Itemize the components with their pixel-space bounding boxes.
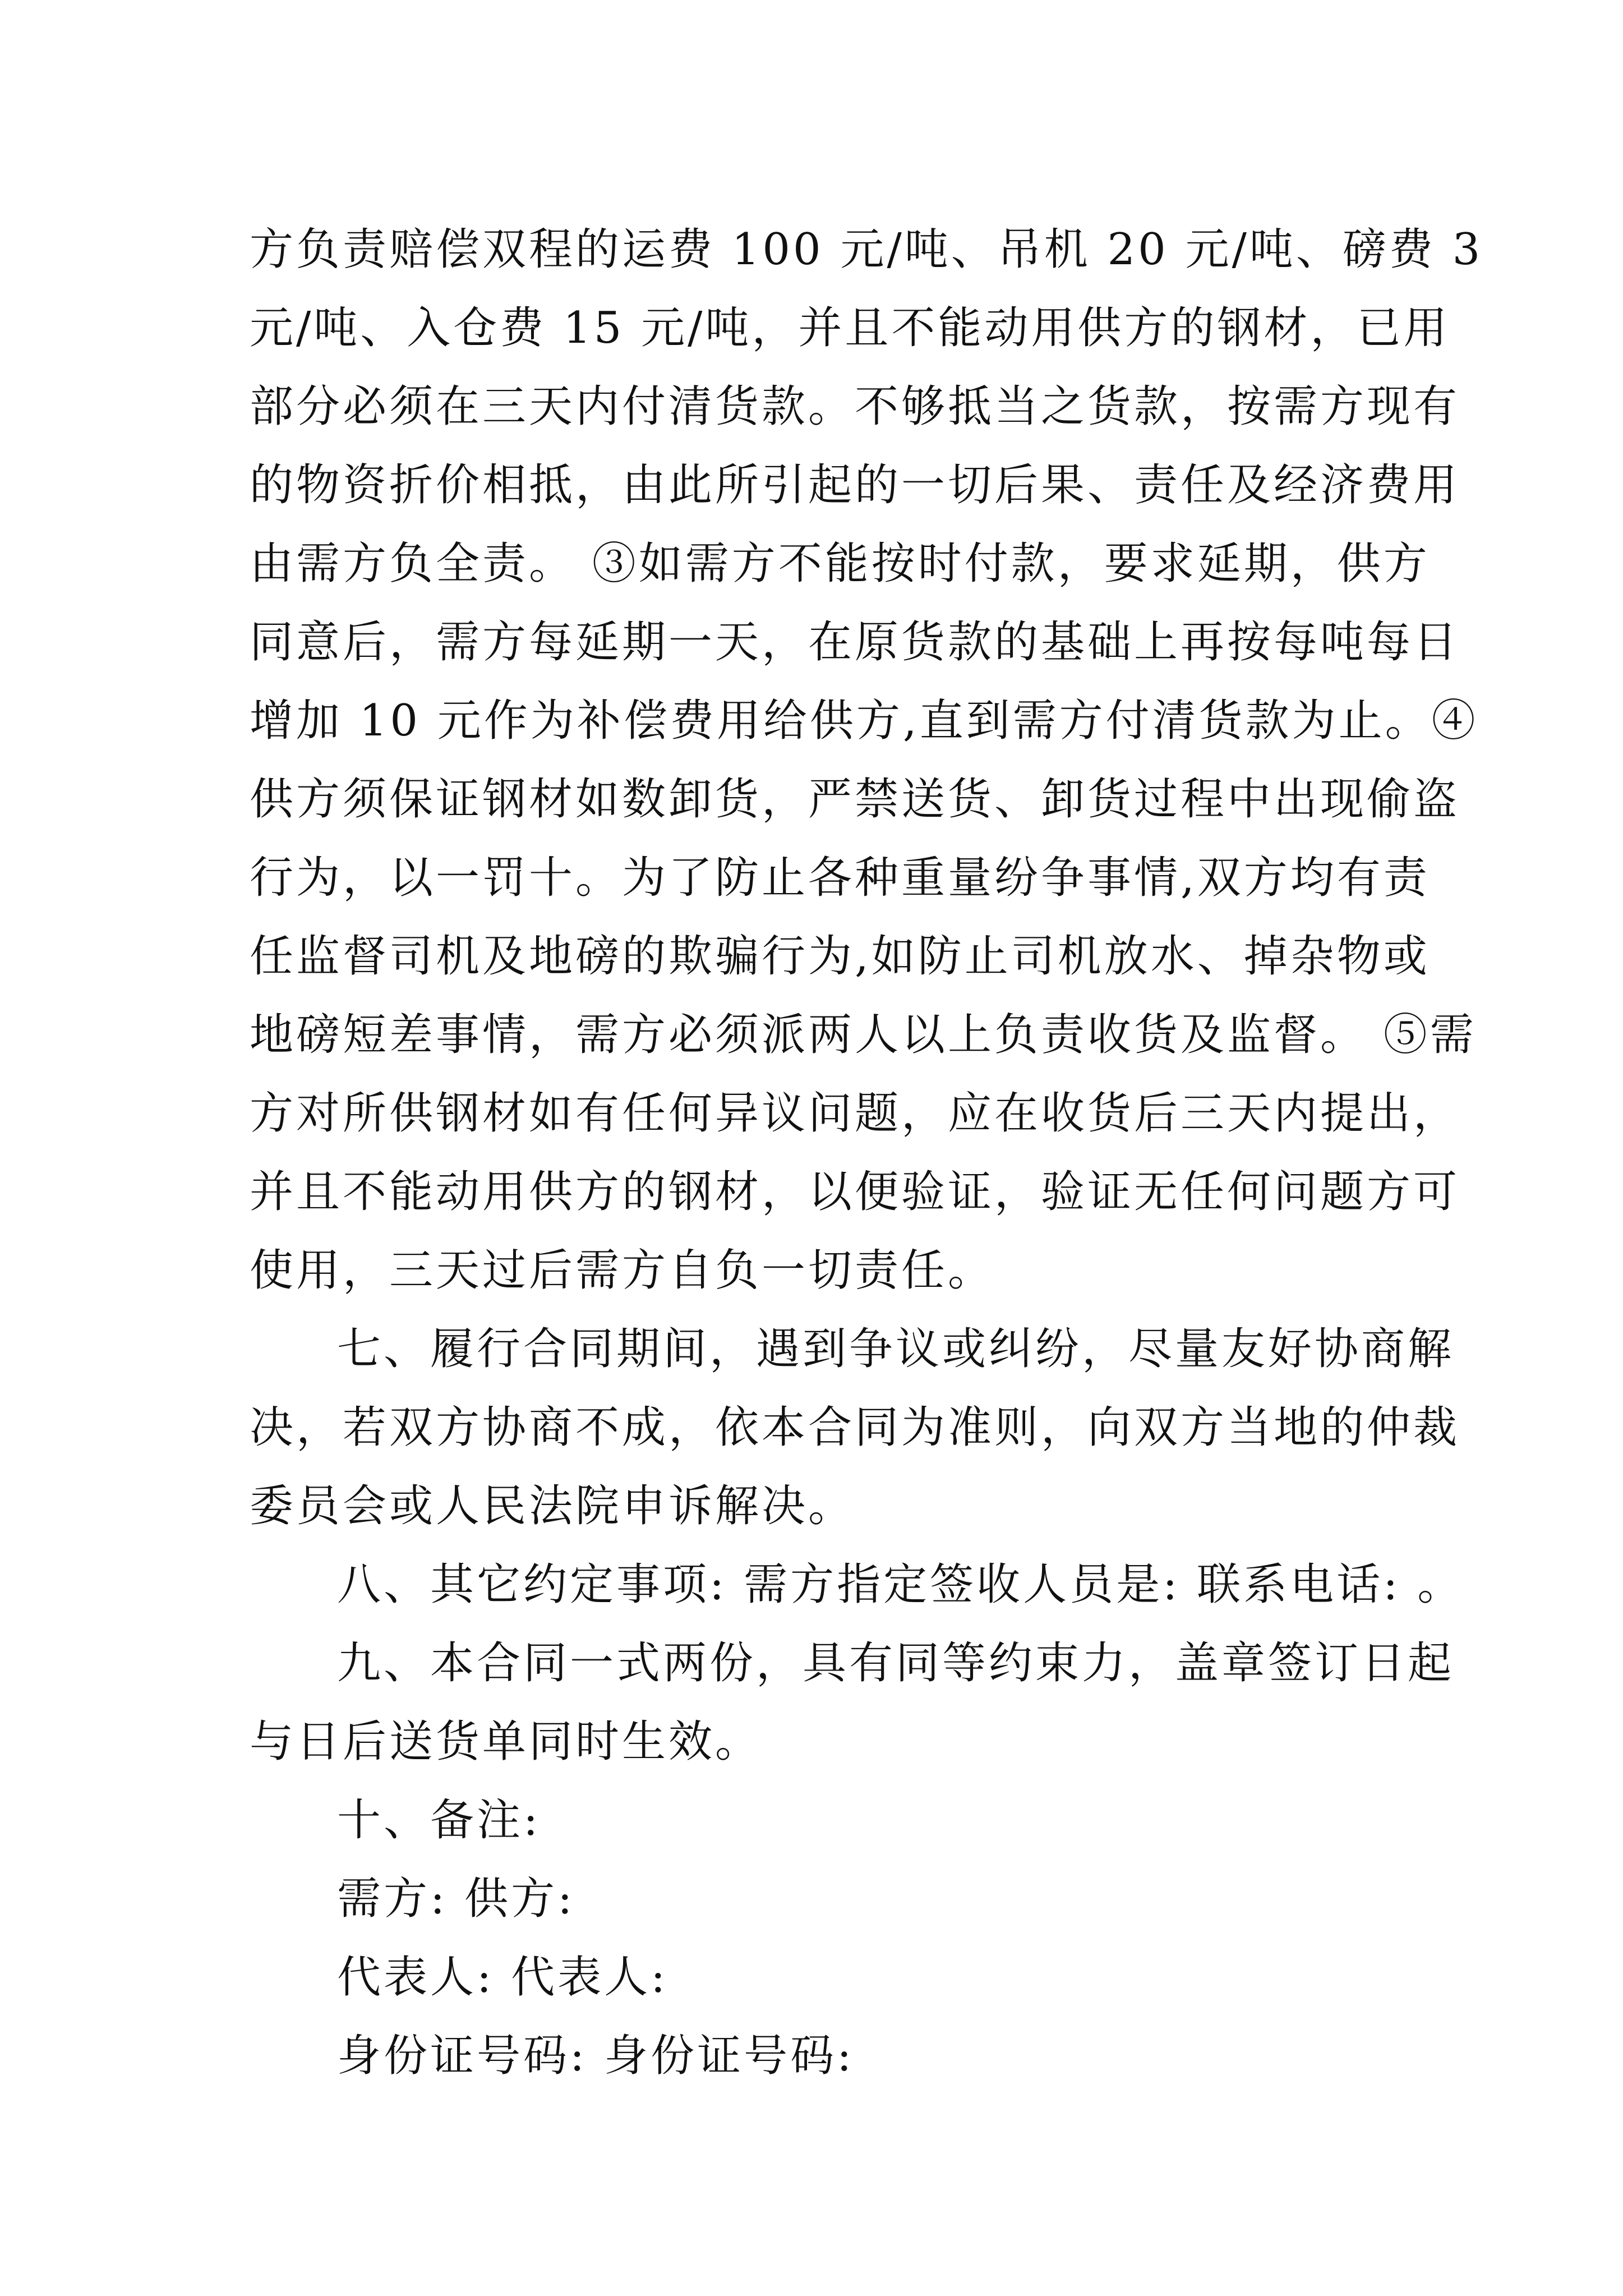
text-line: 十、备注: [337,1795,541,1846]
text-line: 与日后送货单同时生效。 [250,1717,762,1767]
text-line: 行为，以一罚十。为了防止各种重量纷争事情,双方均有责 [250,853,1430,903]
text-line: 任监督司机及地磅的欺骗行为,如防止司机放水、掉杂物或 [250,931,1430,982]
text-line: 方对所供钢材如有任何异议问题，应在收货后三天内提出， [250,1088,1460,1139]
paragraph-other-terms [250,1545,1464,1624]
text-line: 供方须保证钢材如数卸货，严禁送货、卸货过程中出现偷盗 [250,774,1460,825]
text-line: 七、履行合同期间，遇到争议或纠纷，尽量友好协商解 [337,1324,1455,1374]
text-line: 元/吨、入仓费 15 元/吨，并且不能动用供方的钢材，已用 [250,303,1450,353]
text-line: 使用，三天过后需方自负一切责任。 [250,1245,995,1296]
paragraph-copies [250,1624,1455,1781]
text-line: 同意后，需方每延期一天，在原货款的基础上再按每吨每日 [250,617,1460,668]
text-line: 九、本合同一式两份，具有同等约束力，盖章签订日起 [337,1638,1455,1688]
paragraph-payment-terms [250,210,1483,1310]
signature-block [250,1860,1382,2095]
text-line: 并且不能动用供方的钢材，以便验证，验证无任何问题方可 [250,1167,1460,1217]
paragraph-dispute-resolution [250,1310,1460,1545]
text-line: 由需方负全责。 ③如需方不能按时付款，要求延期，供方 [250,539,1430,589]
signature-parties: 需方: 供方: [337,1874,575,1924]
signature-representatives: 代表人: 代表人: [337,1952,668,2003]
text-line: 增加 10 元作为补偿费用给供方,直到需方付清货款为止。④ [250,696,1478,746]
text-line: 决，若双方协商不成，依本合同为准则，向双方当地的仲裁 [250,1402,1460,1453]
text-line: 方负责赔偿双程的运费 100 元/吨、吊机 20 元/吨、磅费 3 [250,224,1483,275]
text-line: 八、其它约定事项: 需方指定签收人员是: 联系电话: 。 [337,1559,1464,1610]
text-line: 委员会或人民法院申诉解决。 [250,1481,855,1531]
signature-id-numbers: 身份证号码: 身份证号码: [337,2031,855,2081]
paragraph-remarks [250,1781,1382,1860]
text-line: 的物资折价相抵，由此所引起的一切后果、责任及经济费用 [250,460,1460,510]
text-line: 部分必须在三天内付清货款。不够抵当之货款，按需方现有 [250,381,1460,432]
text-line: 地磅短差事情，需方必须派两人以上负责收货及监督。 ⑤需 [250,1010,1477,1060]
document-body [250,210,1483,2095]
